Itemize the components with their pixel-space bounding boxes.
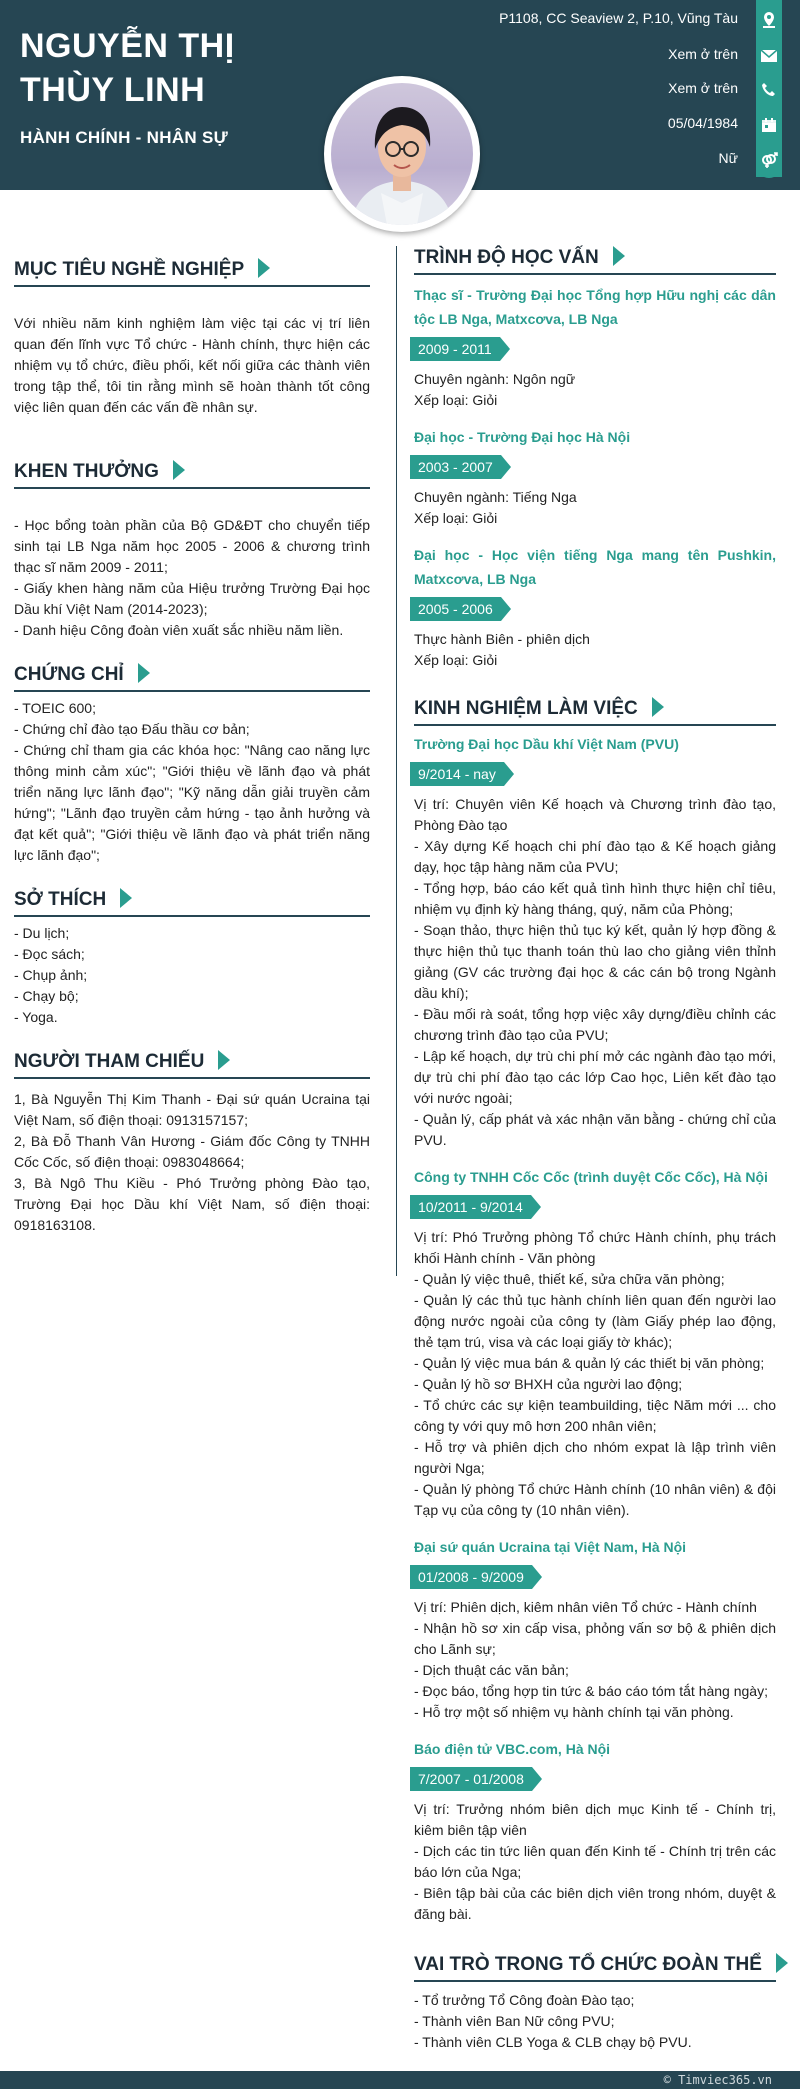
section-arrow-icon xyxy=(258,258,270,278)
item-detail: Chuyên ngành: Ngôn ngữ xyxy=(414,371,576,387)
objective-section xyxy=(14,258,370,418)
gender-text: Nữ xyxy=(718,150,738,166)
awards-section xyxy=(14,460,370,641)
list-item: - Giấy khen hàng năm của Hiệu trưởng Trường Đại học Dầu khí Việt Nam (2014-2023); xyxy=(14,580,370,617)
certificates-list xyxy=(14,698,370,866)
section-arrow-icon xyxy=(776,1953,788,1973)
company-name: Báo điện tử VBC.com, Hà Nội xyxy=(414,1741,611,1757)
item-detail: - Hỗ trợ một số nhiệm vụ hành chính tại văn phòng. xyxy=(414,1704,734,1720)
item-detail: - Dịch thuật các văn bản; xyxy=(414,1662,569,1678)
list-item: - Học bổng toàn phần của Bộ GD&ĐT cho chuyển tiếp sinh tại LB Nga năm học 2005 - 2006 & chương trình thạc sĩ năm 2009 - 2011; xyxy=(14,517,370,575)
date-badge: 2003 - 2007 xyxy=(410,455,501,479)
item-detail: - Soạn thảo, thực hiện thủ tục ký kết, quản lý hợp đồng & thực hiện thủ tục thanh toán thù lao cho giảng viên thỉnh giảng (GV các trường đại học & các cán bộ trong Ngành dầu khí); xyxy=(414,922,776,1001)
candidate-name: NGUYỄN THỊ THÙY LINH xyxy=(20,27,235,109)
education-item xyxy=(414,543,776,671)
list-item: - Thành viên CLB Yoga & CLB chạy bộ PVU. xyxy=(414,2034,692,2050)
calendar-icon xyxy=(756,107,782,142)
company-name: Trường Đại học Dầu khí Việt Nam (PVU) xyxy=(414,736,679,752)
section-arrow-icon xyxy=(218,1050,230,1070)
item-detail: - Lập kế hoạch, dự trù chi phí mở các ngành đào tạo mới, dự trù chi phí đào tạo các lớp Cao học, Liên kết đào tạo với nước ngoài; xyxy=(414,1048,776,1106)
company-name: Công ty TNHH Cốc Cốc (trình duyệt Cốc Cốc), Hà Nội xyxy=(414,1169,768,1185)
watermark: © Timviec365.vn xyxy=(663,2073,772,2087)
section-title: MỤC TIÊU NGHỀ NGHIỆP xyxy=(14,258,370,287)
company-name: Đại sứ quán Ucraina tại Việt Nam, Hà Nội xyxy=(414,1539,687,1555)
experience-item xyxy=(414,1535,776,1723)
item-detail: Xếp loại: Giỏi xyxy=(414,510,498,526)
phone-icon xyxy=(756,72,782,107)
references-list xyxy=(14,1089,370,1236)
item-detail: Vị trí: Phó Trưởng phòng Tổ chức Hành chính, phụ trách khối Hành chính - Văn phòng xyxy=(414,1229,776,1266)
education-item xyxy=(414,283,776,411)
list-item: 2, Bà Đỗ Thanh Vân Hương - Giám đốc Công ty TNHH Cốc Cốc, số điện thoại: 0983048664; xyxy=(14,1133,370,1170)
column-divider xyxy=(396,246,397,1276)
list-item: - Đọc sách; xyxy=(14,946,85,962)
section-title: CHỨNG CHỈ xyxy=(14,663,370,692)
awards-list xyxy=(14,503,370,641)
experience-item xyxy=(414,1737,776,1925)
list-item: - Yoga. xyxy=(14,1009,58,1025)
hobbies-section xyxy=(14,888,370,1028)
birthday-text: 05/04/1984 xyxy=(667,115,738,131)
item-detail: - Quản lý hồ sơ BHXH của người lao động; xyxy=(414,1376,683,1392)
list-item: - Chứng chỉ tham gia các khóa học: "Nâng cao năng lực thông minh cảm xúc"; "Giới thiệu về lãnh đạo và phát triển năng lực lãnh đạo"; "Kỹ năng dẫn giải truyền cảm hứng"; "Lãnh đạo truyền cảm hứng - tạo ảnh hưởng và đạt kết quả"; "Giới thiệu về lãnh đạo và phát triển năng lực lãnh đạo"; xyxy=(14,742,370,863)
email-icon xyxy=(756,38,782,73)
contact-address xyxy=(320,2,800,37)
section-title: NGƯỜI THAM CHIẾU xyxy=(14,1050,370,1079)
date-badge: 2005 - 2006 xyxy=(410,597,501,621)
union-section xyxy=(414,1953,776,2053)
item-detail: Xếp loại: Giỏi xyxy=(414,392,498,408)
list-item: - TOEIC 600; xyxy=(14,700,96,716)
section-title: KINH NGHIỆM LÀM VIỆC xyxy=(414,697,776,726)
list-item: 1, Bà Nguyễn Thị Kim Thanh - Đại sứ quán Ucraina tại Việt Nam, số điện thoại: 0913157157; xyxy=(14,1091,370,1128)
school-name: Thạc sĩ - Trường Đại học Tổng hợp Hữu nghị các dân tộc LB Nga, Matxcơva, LB Nga xyxy=(414,287,776,327)
item-detail: - Xây dựng Kế hoạch chi phí đào tạo & Kế hoạch giảng dạy, học tập hàng năm của PVU; xyxy=(414,838,776,875)
section-arrow-icon xyxy=(138,663,150,683)
list-item: - Thành viên Ban Nữ công PVU; xyxy=(414,2013,615,2029)
references-section xyxy=(14,1050,370,1236)
item-detail: Vị trí: Chuyên viên Kế hoạch và Chương trình đào tạo, Phòng Đào tạo xyxy=(414,796,776,833)
list-item: - Tổ trưởng Tổ Công đoàn Đào tạo; xyxy=(414,1992,635,2008)
item-detail: - Hỗ trợ và phiên dịch cho nhóm expat là lập trình viên người Nga; xyxy=(414,1439,776,1476)
left-column xyxy=(14,258,370,1236)
school-name: Đại học - Trường Đại học Hà Nội xyxy=(414,429,631,445)
item-detail: Thực hành Biên - phiên dịch xyxy=(414,631,590,647)
gender-icon xyxy=(756,142,782,177)
item-detail: - Dịch các tin tức liên quan đến Kinh tế - Chính trị trên các báo lớn của Nga; xyxy=(414,1843,776,1880)
section-title: TRÌNH ĐỘ HỌC VẤN xyxy=(414,246,776,275)
list-item: - Chứng chỉ đào tạo Đấu thầu cơ bản; xyxy=(14,721,250,737)
item-detail: - Quản lý việc mua bán & quản lý các thiết bị văn phòng; xyxy=(414,1355,765,1371)
list-item: - Chạy bộ; xyxy=(14,988,79,1004)
address-text: P1108, CC Seaview 2, P.10, Vũng Tàu xyxy=(499,10,738,26)
section-arrow-icon xyxy=(652,697,664,717)
email-text[interactable]: Xem ở trên xyxy=(668,46,738,62)
experience-section xyxy=(414,697,776,1925)
section-arrow-icon xyxy=(613,246,625,266)
list-item: - Danh hiệu Công đoàn viên xuất sắc nhiều năm liền. xyxy=(14,622,344,638)
date-badge: 01/2008 - 9/2009 xyxy=(410,1565,532,1589)
item-detail: - Tổng hợp, báo cáo kết quả tình hình thực hiện chỉ tiêu, nhiệm vụ định kỳ hàng tháng, quý, năm của Phòng; xyxy=(414,880,776,917)
school-name: Đại học - Học viện tiếng Nga mang tên Pushkin, Matxcơva, LB Nga xyxy=(414,547,776,587)
footer-bar xyxy=(0,2071,800,2089)
item-detail: - Quản lý các thủ tục hành chính liên quan đến người lao động nước ngoài của công ty (làm Giấy phép lao động, thẻ tạm trú, visa và các loại giấy tờ khác); xyxy=(414,1292,776,1350)
date-badge: 2009 - 2011 xyxy=(410,337,500,361)
section-title: SỞ THÍCH xyxy=(14,888,370,917)
certificates-section xyxy=(14,663,370,866)
experience-item xyxy=(414,732,776,1151)
item-detail: - Biên tập bài của các biên dịch viên trong nhóm, duyệt & đăng bài. xyxy=(414,1885,776,1922)
item-detail: Vị trí: Phiên dịch, kiêm nhân viên Tổ chức - Hành chính xyxy=(414,1599,757,1615)
avatar-photo xyxy=(331,83,473,225)
education-section xyxy=(414,246,776,671)
section-title: VAI TRÒ TRONG TỔ CHỨC ĐOÀN THỂ xyxy=(414,1953,776,1982)
list-item: - Chụp ảnh; xyxy=(14,967,88,983)
contact-email xyxy=(320,38,800,73)
item-detail: Xếp loại: Giỏi xyxy=(414,652,498,668)
item-detail: - Đầu mối rà soát, tổng hợp việc xây dựng/điều chỉnh các chương trình đào tạo của PVU; xyxy=(414,1006,776,1043)
section-arrow-icon xyxy=(120,888,132,908)
section-title: KHEN THƯỞNG xyxy=(14,460,370,489)
item-detail: - Quản lý, cấp phát và xác nhận văn bằng - chứng chỉ của PVU. xyxy=(414,1111,776,1148)
item-detail: Vị trí: Trưởng nhóm biên dịch mục Kinh tế - Chính trị, kiêm biên tập viên xyxy=(414,1801,776,1838)
avatar xyxy=(324,76,480,232)
item-detail: - Quản lý phòng Tổ chức Hành chính (10 nhân viên) & đội Tạp vụ của công ty (10 nhân viên). xyxy=(414,1481,776,1518)
education-item xyxy=(414,425,776,529)
item-detail: - Nhận hồ sơ xin cấp visa, phỏng vấn sơ bộ & phiên dịch cho Lãnh sự; xyxy=(414,1620,776,1657)
date-badge: 7/2007 - 01/2008 xyxy=(410,1767,532,1791)
hobbies-list xyxy=(14,923,370,1028)
right-column xyxy=(414,246,776,2053)
item-detail: - Quản lý việc thuê, thiết kế, sửa chữa văn phòng; xyxy=(414,1271,725,1287)
list-item: 3, Bà Ngô Thu Kiều - Phó Trưởng phòng Đào tạo, Trường Đại học Dầu khí Việt Nam, số điện thoại: 0918163108. xyxy=(14,1175,370,1233)
location-icon xyxy=(756,2,782,37)
date-badge: 10/2011 - 9/2014 xyxy=(410,1195,531,1219)
list-item: - Du lịch; xyxy=(14,925,70,941)
experience-item xyxy=(414,1165,776,1521)
date-badge: 9/2014 - nay xyxy=(410,762,504,786)
objective-text: Với nhiều năm kinh nghiệm làm việc tại các vị trí liên quan đến lĩnh vực Tổ chức - Hành chính, thực hiện các nhiệm vụ tổ chức, điều phối, kết nối giữa các thành viên trong tập thể, tôi tin rằng mình sẽ hoàn thành tốt công việc liên quan đến các vấn đề nhân sự. xyxy=(14,315,370,415)
item-detail: - Tổ chức các sự kiện teambuilding, tiệc Năm mới ... cho công ty với quy mô hơn 200 nhân viên; xyxy=(414,1397,776,1434)
candidate-position: HÀNH CHÍNH - NHÂN SỰ xyxy=(20,128,229,147)
item-detail: - Đọc báo, tổng hợp tin tức & báo cáo tóm tắt hàng ngày; xyxy=(414,1683,768,1699)
section-arrow-icon xyxy=(173,460,185,480)
phone-text[interactable]: Xem ở trên xyxy=(668,80,738,96)
item-detail: Chuyên ngành: Tiếng Nga xyxy=(414,489,577,505)
